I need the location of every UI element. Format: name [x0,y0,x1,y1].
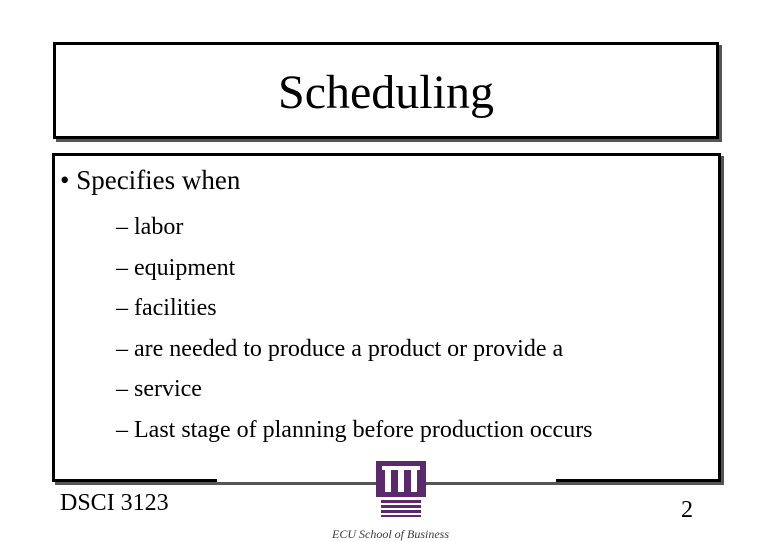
logo-caption: ECU School of Business [332,527,449,541]
sub-bullet-labor: – labor [116,214,184,240]
title-box [53,42,719,139]
sub-bullet-facilities: – facilities [116,295,217,321]
main-bullet: • Specifies when [60,165,241,195]
course-label: DSCI 3123 [60,490,169,516]
content-box-bottom-left [52,479,217,482]
ecu-logo-icon [375,460,427,518]
sub-bullet-last-stage: – Last stage of planning before production occurs [116,416,593,443]
content-box-bottom-right [556,479,721,482]
slide-title: Scheduling [278,65,494,119]
sub-bullet-service: – service [116,376,202,402]
page-number: 2 [681,497,693,523]
sub-bullet-equipment: – equipment [116,254,236,281]
sub-bullet-list [116,207,593,450]
sub-bullet-needed: – are needed to produce a product or provide a [116,335,564,362]
